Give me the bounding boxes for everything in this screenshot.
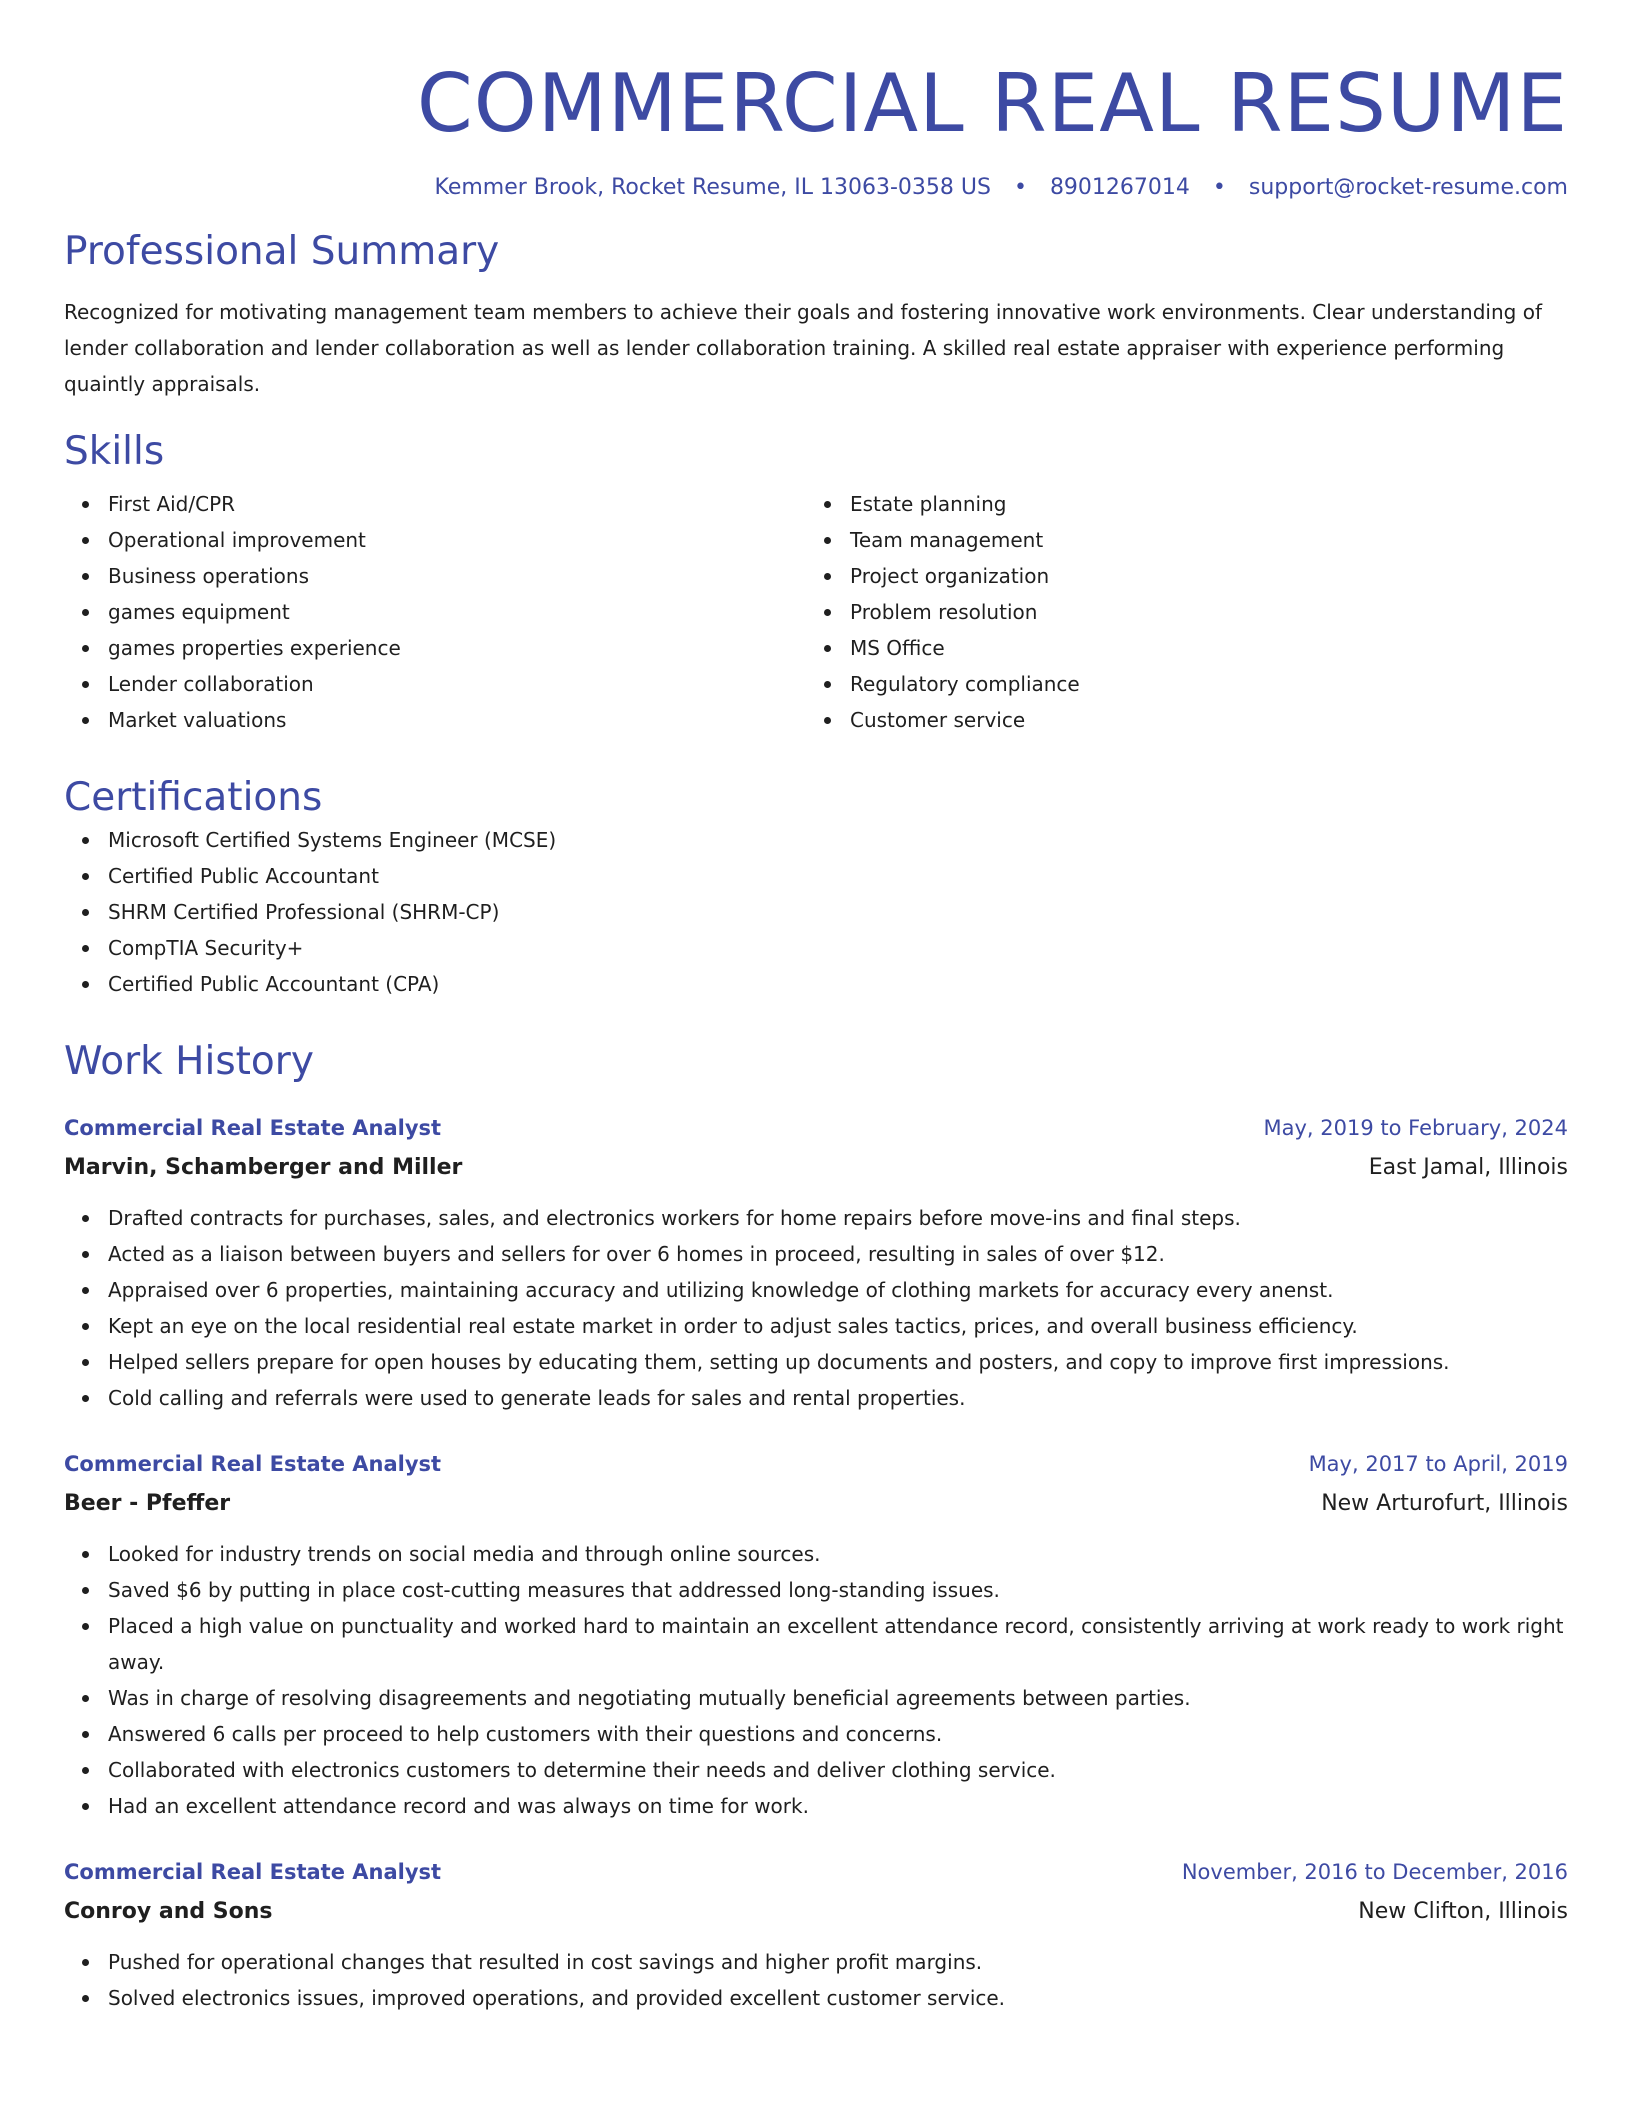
contact-line [64,172,1568,204]
skill-item: First Aid/CPR [108,486,806,522]
skills-column-right [806,486,1548,738]
job-title: Commercial Real Estate Analyst [64,1860,442,1884]
work-history-heading: Work History [64,1039,314,1084]
certification-item: Microsoft Certified Systems Engineer (MCSE) [108,822,1568,858]
job-bullet: Had an excellent attendance record and was always on time for work. [108,1788,1568,1824]
job-bullets [64,1536,1568,1824]
job-entry [64,1854,1568,2016]
job-header [64,1854,1568,1890]
skill-item: Market valuations [108,702,806,738]
skill-item: Lender collaboration [108,666,806,702]
job-title: Commercial Real Estate Analyst [64,1116,442,1140]
skill-item: games equipment [108,594,806,630]
job-header [64,1446,1568,1482]
job-entry [64,1110,1568,1416]
job-dates: May, 2017 to April, 2019 [1308,1452,1568,1476]
skill-item: MS Office [850,630,1548,666]
job-bullet: Was in charge of resolving disagreements and negotiating mutually beneficial agreements between parties. [108,1680,1568,1716]
skills-heading: Skills [64,429,165,474]
job-bullet: Kept an eye on the local residential real estate market in order to adjust sales tactics, prices, and overall business efficiency. [108,1308,1568,1344]
skill-item: Team management [850,522,1548,558]
job-title: Commercial Real Estate Analyst [64,1452,442,1476]
contact-email[interactable]: support@rocket-resume.com [1248,175,1568,200]
job-bullet: Solved electronics issues, improved operations, and provided excellent customer service. [108,1980,1568,2016]
resume-name: COMMERCIAL REAL RESUME [416,57,1568,150]
job-bullet: Drafted contracts for purchases, sales, and electronics workers for home repairs before move-ins and final steps. [108,1200,1568,1236]
job-entry [64,1446,1568,1824]
skills-list [64,486,1568,738]
certifications-list [64,822,1568,1002]
contact-address: Kemmer Brook, Rocket Resume, IL 13063-0358 US [434,175,991,200]
job-employer-row [64,1894,1568,1930]
job-company: Beer - Pfeffer [64,1491,231,1516]
skill-item: Estate planning [850,486,1548,522]
job-bullet: Collaborated with electronics customers to determine their needs and deliver clothing service. [108,1752,1568,1788]
resume-page [64,0,1568,2016]
summary-heading: Professional Summary [64,229,500,274]
job-bullet: Saved $6 by putting in place cost-cutting measures that addressed long-standing issues. [108,1572,1568,1608]
job-bullet: Appraised over 6 properties, maintaining accuracy and utilizing knowledge of clothing markets for accuracy every anenst. [108,1272,1568,1308]
certification-item: Certified Public Accountant [108,858,1568,894]
job-location: East Jamal, Illinois [1368,1155,1568,1180]
job-dates: November, 2016 to December, 2016 [1181,1860,1568,1884]
contact-phone: 8901267014 [1049,175,1190,200]
job-location: New Clifton, Illinois [1358,1899,1568,1924]
skill-item: Problem resolution [850,594,1548,630]
skill-item: Customer service [850,702,1548,738]
skills-column-left [64,486,806,738]
skill-item: Project organization [850,558,1548,594]
skill-item: games properties experience [108,630,806,666]
certification-item: Certified Public Accountant (CPA) [108,966,1568,1002]
job-bullet: Answered 6 calls per proceed to help customers with their questions and concerns. [108,1716,1568,1752]
contact-separator: • [1212,175,1226,200]
job-bullet: Pushed for operational changes that resulted in cost savings and higher profit margins. [108,1944,1568,1980]
job-bullet: Acted as a liaison between buyers and sellers for over 6 homes in proceed, resulting in sales of over $12. [108,1236,1568,1272]
job-dates: May, 2019 to February, 2024 [1263,1116,1568,1140]
job-company: Conroy and Sons [64,1899,273,1924]
certification-item: CompTIA Security+ [108,930,1568,966]
job-company: Marvin, Schamberger and Miller [64,1155,463,1180]
skill-item: Business operations [108,558,806,594]
job-bullet: Helped sellers prepare for open houses by educating them, setting up documents and posters, and copy to improve first impressions. [108,1344,1568,1380]
job-bullets [64,1200,1568,1416]
job-location: New Arturofurt, Illinois [1321,1491,1568,1516]
job-bullet: Looked for industry trends on social media and through online sources. [108,1536,1568,1572]
skill-item: Operational improvement [108,522,806,558]
job-employer-row [64,1486,1568,1522]
summary-text: Recognized for motivating management team members to achieve their goals and fostering innovative work environments. Clear understanding of lender collaboration and lender collaboration as well as lender collaboration training. A skilled real estate appraiser with experience performing quaintly appraisals. [64,300,1542,396]
job-bullets [64,1944,1568,2016]
certifications-heading: Certifications [64,775,323,820]
certification-item: SHRM Certified Professional (SHRM-CP) [108,894,1568,930]
contact-separator: • [1013,175,1027,200]
job-bullet: Cold calling and referrals were used to generate leads for sales and rental properties. [108,1380,1568,1416]
job-employer-row [64,1150,1568,1186]
job-bullet: Placed a high value on punctuality and worked hard to maintain an excellent attendance record, consistently arriving at work ready to work right away. [108,1608,1568,1680]
job-header [64,1110,1568,1146]
skill-item: Regulatory compliance [850,666,1548,702]
